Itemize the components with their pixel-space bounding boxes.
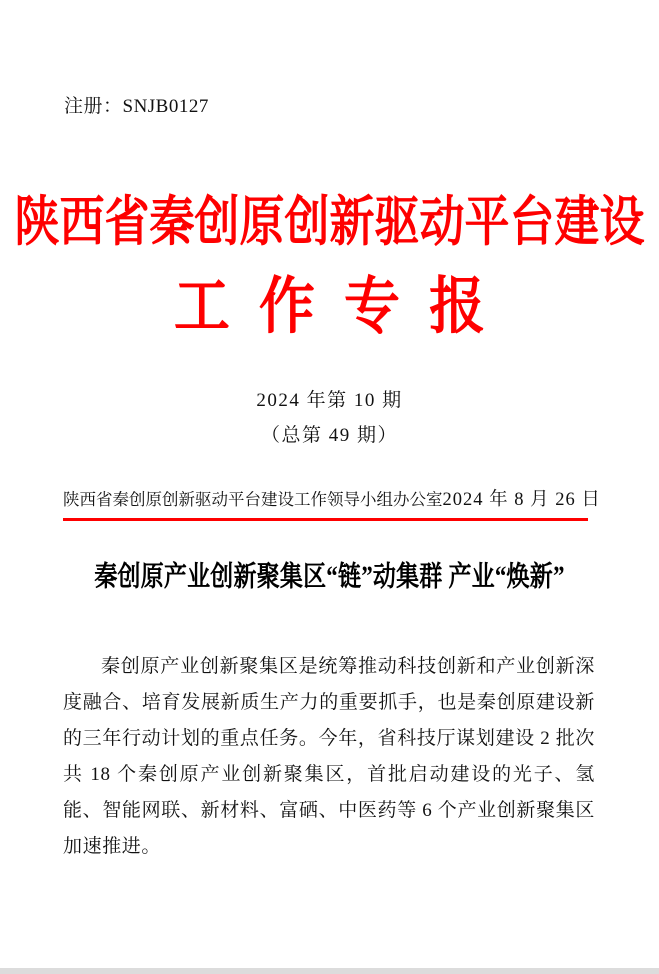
issue-number: 2024 年第 10 期	[256, 390, 403, 411]
article-headline: 秦创原产业创新聚集区“链”动集群 产业“焕新”	[94, 561, 565, 592]
masthead-title: 陕西省秦创原创新驱动平台建设	[14, 191, 645, 252]
registration-number: 注册：SNJB0127	[64, 96, 209, 117]
page-bottom-edge	[0, 968, 659, 974]
article-paragraph: 秦创原产业创新聚集区是统筹推动科技创新和产业创新深度融合、培育发展新质生产力的重要抓手，也是秦创原建设新的三年行动计划的重点任务。今年，省科技厅谋划建设 2 批次共 18 个秦创原产业创新聚集区，首批启动建设的光子、氢能、智能网联、新材料、富硒、中医药等 6 个产业创新聚集区加速推进。	[63, 656, 595, 857]
red-divider-rule	[63, 518, 588, 521]
issue-total: （总第 49 期）	[260, 425, 398, 446]
publish-date: 2024 年 8 月 26 日	[442, 490, 601, 510]
masthead-subtitle: 工作专报	[173, 273, 515, 342]
publisher-date-row	[63, 485, 601, 511]
publisher-name: 陕西省秦创原创新驱动平台建设工作领导小组办公室	[63, 490, 443, 509]
